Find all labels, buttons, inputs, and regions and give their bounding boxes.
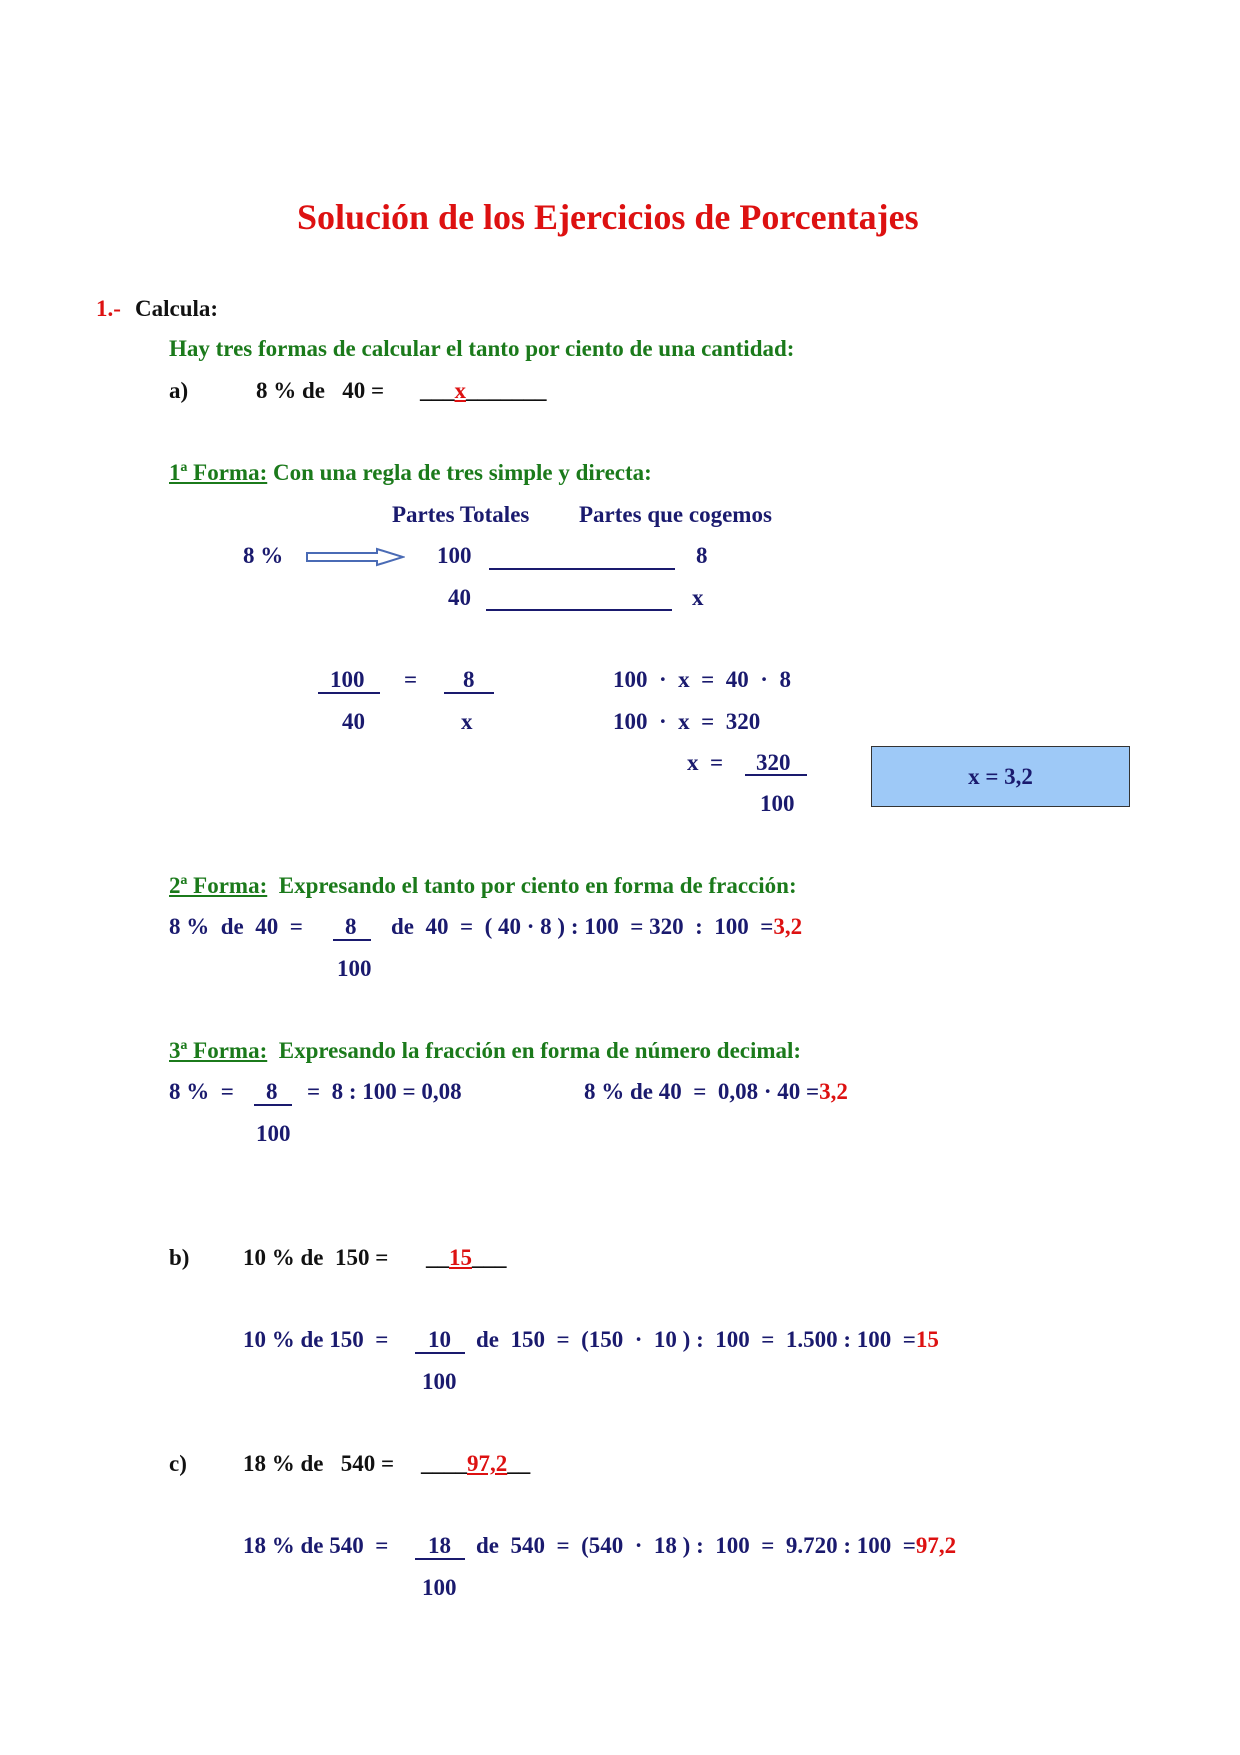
equation-2: 100 · x = 320: [613, 709, 761, 734]
prop-left-den: 40: [342, 709, 365, 734]
forma3-heading: [169, 1039, 801, 1062]
forma3-bar: [254, 1104, 292, 1106]
item-c-num: 18: [428, 1533, 451, 1558]
prop-left-num: 100: [330, 667, 365, 692]
item-a-blank: [420, 379, 547, 402]
forma3-lhs: 8 % =: [169, 1079, 234, 1104]
exercise-label: Calcula:: [135, 296, 219, 321]
forma3-desc: Expresando la fracción en forma de número decimal:: [267, 1038, 802, 1063]
forma2-label: 2ª Forma:: [169, 873, 268, 898]
result-box: [871, 746, 1130, 807]
forma3-den: 100: [256, 1121, 291, 1146]
equation-1: 100 · x = 40 · 8: [613, 667, 791, 692]
item-c-letter: c): [169, 1451, 187, 1476]
header-partes-totales: Partes Totales: [392, 502, 530, 527]
prop-left-bar: [318, 692, 380, 694]
forma2-bar: [333, 939, 371, 941]
blank-answer: 97,2: [467, 1451, 508, 1476]
rule-row1-line: [489, 568, 675, 570]
forma2-desc: Expresando el tanto por ciento en forma de fracción:: [267, 873, 797, 898]
forma2-den: 100: [337, 956, 372, 981]
rule-row1-right: 8: [696, 543, 708, 568]
blank-post: __: [507, 1451, 531, 1476]
forma3-eq2-line: [584, 1080, 848, 1103]
forma2-rhs: de 40 = ( 40 · 8 ) : 100 = 320 : 100 =: [391, 914, 774, 939]
forma2-answer: 3,2: [773, 914, 803, 939]
forma2-heading: [169, 874, 797, 897]
item-b-num: 10: [428, 1327, 451, 1352]
pct-label: 8 %: [243, 543, 284, 568]
header-partes-cogemos: Partes que cogemos: [579, 502, 772, 527]
item-c-answer: 97,2: [915, 1533, 957, 1558]
equation-3-lhs: x =: [687, 750, 724, 775]
prop-right-bar: [444, 692, 494, 694]
blank-pre: ___: [420, 378, 455, 403]
equation-3-bar: [745, 774, 807, 776]
result-text: x = 3,2: [968, 763, 1033, 789]
blank-answer: 15: [449, 1245, 472, 1270]
arrow-right-icon: [305, 547, 405, 567]
prop-equals: =: [404, 667, 418, 692]
rule-row1-left: 100: [437, 543, 472, 568]
intro-text: Hay tres formas de calcular el tanto por ciento de una cantidad:: [169, 336, 795, 361]
rule-row2-left: 40: [448, 585, 471, 610]
forma2-lhs: 8 % de 40 =: [169, 914, 303, 939]
forma3-label: 3ª Forma:: [169, 1038, 268, 1063]
equation-3-num: 320: [756, 750, 791, 775]
blank-pre: ____: [421, 1451, 467, 1476]
item-b-rhs: de 150 = (150 · 10 ) : 100 = 1.500 : 100 =: [476, 1327, 916, 1352]
item-c-rhs-line: [476, 1534, 956, 1557]
forma3-rhs: = 8 : 100 = 0,08: [307, 1079, 462, 1104]
forma3-eq2: 8 % de 40 = 0,08 · 40 =: [584, 1079, 820, 1104]
item-b-rhs-line: [476, 1328, 939, 1351]
item-b-letter: b): [169, 1245, 190, 1270]
item-c-bar: [415, 1558, 465, 1560]
forma1-desc: Con una regla de tres simple y directa:: [267, 460, 652, 485]
page-title: Solución de los Ejercicios de Porcentajes: [297, 197, 919, 237]
item-b-den: 100: [422, 1369, 457, 1394]
item-c-den: 100: [422, 1575, 457, 1600]
blank-post: ___: [472, 1245, 507, 1270]
forma2-num: 8: [345, 914, 357, 939]
item-a-statement: 8 % de 40 =: [256, 378, 385, 403]
item-b-blank: [426, 1246, 507, 1269]
forma3-num: 8: [266, 1079, 278, 1104]
forma1-heading: [169, 461, 652, 484]
item-c-blank: [421, 1452, 530, 1475]
item-b-statement: 10 % de 150 =: [243, 1245, 389, 1270]
item-b-answer: 15: [915, 1327, 939, 1352]
item-c-statement: 18 % de 540 =: [243, 1451, 395, 1476]
blank-pre: __: [426, 1245, 449, 1270]
item-c-rhs: de 540 = (540 · 18 ) : 100 = 9.720 : 100 =: [476, 1533, 916, 1558]
forma3-answer: 3,2: [819, 1079, 848, 1104]
blank-answer: x: [454, 378, 466, 403]
equation-3-den: 100: [760, 791, 795, 816]
exercise-number: 1.-: [96, 296, 121, 321]
rule-row2-right: x: [692, 585, 704, 610]
item-a-letter: a): [169, 378, 189, 403]
item-b-lhs: 10 % de 150 =: [243, 1327, 389, 1352]
rule-row2-line: [486, 609, 672, 611]
item-b-bar: [415, 1352, 465, 1354]
item-c-lhs: 18 % de 540 =: [243, 1533, 389, 1558]
forma2-rhs-line: [391, 915, 802, 938]
prop-right-num: 8: [463, 667, 475, 692]
prop-right-den: x: [461, 709, 473, 734]
blank-post: _______: [466, 378, 547, 403]
forma1-label: 1ª Forma:: [169, 460, 268, 485]
